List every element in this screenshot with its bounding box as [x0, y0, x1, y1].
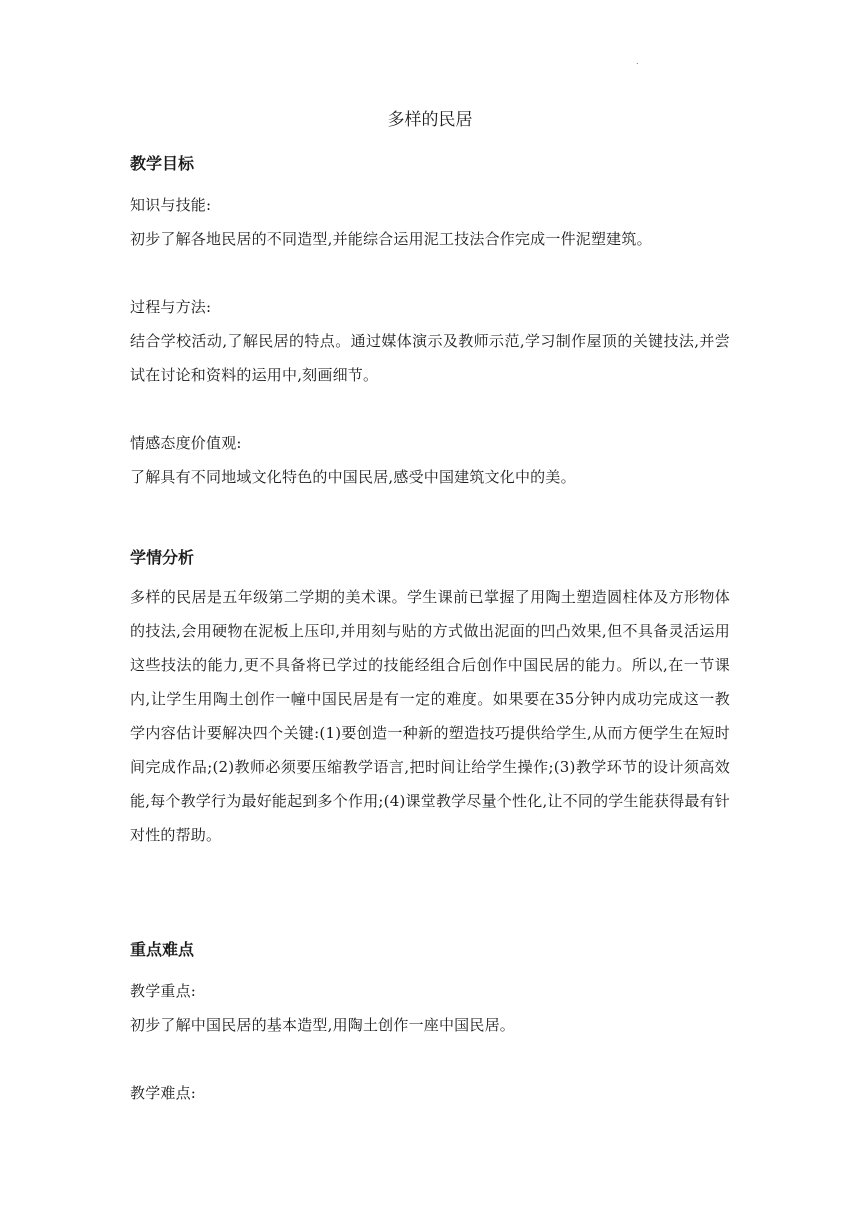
heading-teaching-goals: 教学目标	[130, 154, 195, 173]
page-title: 多样的民居	[387, 110, 473, 130]
heading-key-points: 重点难点	[130, 940, 195, 959]
corner-mark: .	[636, 57, 639, 66]
knowledge-label: 知识与技能:	[130, 196, 212, 214]
difficulty-label: 教学难点:	[130, 1084, 197, 1102]
focus-text: 初步了解中国民居的基本造型,用陶土创作一座中国民居。	[130, 1016, 515, 1034]
focus-label: 教学重点:	[130, 982, 197, 1000]
process-text: 结合学校活动,了解民居的特点。通过媒体演示及教师示范,学习制作屋顶的关键技法,并尝试在讨论和资料的运用中,刻画细节。	[130, 332, 730, 384]
emotion-text: 了解具有不同地域文化特色的中国民居,感受中国建筑文化中的美。	[130, 468, 576, 486]
emotion-label: 情感态度价值观:	[130, 434, 242, 452]
knowledge-text: 初步了解各地民居的不同造型,并能综合运用泥工技法合作完成一件泥塑建筑。	[130, 230, 652, 248]
analysis-text: 多样的民居是五年级第二学期的美术课。学生课前已掌握了用陶土塑造圆柱体及方形物体的技法,会用硬物在泥板上压印,并用刻与贴的方式做出泥面的凹凸效果,但不具备灵活运用这些技法的能力,更不具备将已学过的技能经组合后创作中国民居的能力。所以,在一节课内,让学生用陶土创作一幢中国民居是有一定的难度。如果要在35分钟内成功完成这一教学内容估计要解决四个关键:(1)要创造一种新的塑造技巧提供给学生,从而方便学生在短时间完成作品;(2)教师必须要压缩教学语言,把时间让给学生操作;(3)教学环节的设计须高效能,每个教学行为最好能起到多个作用;(4)课堂教学尽量个性化,让不同的学生能获得最有针对性的帮助。	[130, 588, 730, 844]
process-label: 过程与方法:	[130, 298, 212, 316]
heading-student-analysis: 学情分析	[130, 548, 195, 567]
